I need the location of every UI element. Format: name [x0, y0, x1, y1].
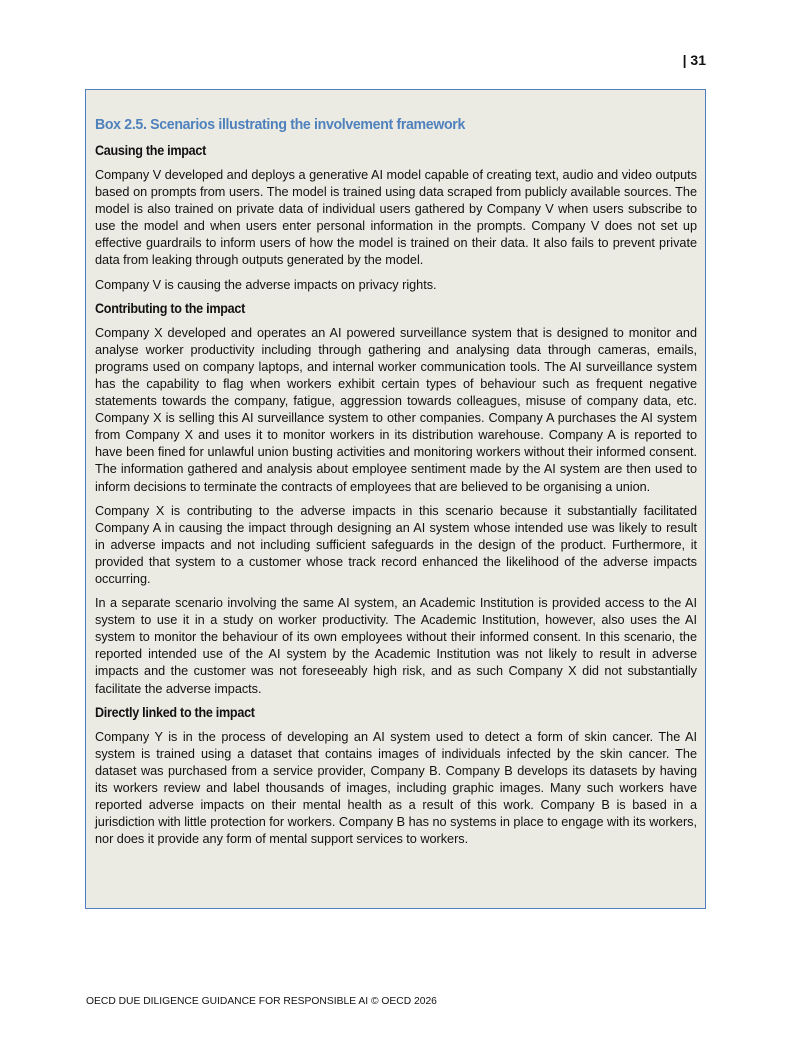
- paragraph: Company X developed and operates an AI powered surveillance system that is designed to monitor and analyse worker productivity including through gathering and analysing data through cameras, emails, programs used on company laptops, and internal worker communication tools. The AI surveillance system has the capability to flag when workers exhibit certain types of behaviour such as frequent negative statements towards the company, fatigue, aggression towards colleagues, misuse of company data, etc. Company X is selling this AI surveillance system to other companies. Company A purchases the AI system from Company X and uses it to monitor workers in its distribution warehouse. Company A is reported to have been fined for unlawful union busting activities and monitoring workers without their informed consent. The information gathered and analysis about employee sentiment made by the AI system are then used to inform decisions to terminate the contracts of employees that are believed to be organising a union.: [95, 325, 697, 494]
- paragraph: Company V is causing the adverse impacts on privacy rights.: [95, 277, 437, 292]
- section-contributing: [95, 301, 697, 698]
- paragraph: Company V developed and deploys a generative AI model capable of creating text, audio and video outputs based on prompts from users. The model is trained using data scraped from publicly available sources. The model is also trained on private data of individual users gathered by Company V when users subscribe to use the model and when users enter personal information in the prompts. Company V does not set up effective guardrails to inform users of how the model is trained on their data. It also fails to prevent private data from leaking through outputs generated by the model.: [95, 168, 697, 268]
- page-footer: OECD DUE DILIGENCE GUIDANCE FOR RESPONSIBLE AI © OECD 2026: [86, 996, 437, 1007]
- paragraph: In a separate scenario involving the same AI system, an Academic Institution is provided access to the AI system to use it in a study on worker productivity. The Academic Institution, however, also uses the AI system to monitor the behaviour of its own employees without their informed consent. In this scenario, the reported intended use of the AI system by the Academic Institution was not likely to result in adverse impacts and the customer was not foreseeably high risk, and as such Company X did not substantially facilitate the adverse impacts.: [95, 596, 697, 696]
- box-title: Box 2.5. Scenarios illustrating the involvement framework: [95, 116, 465, 133]
- section-directly-linked: [95, 705, 697, 849]
- section-causing: [95, 143, 697, 294]
- section-heading: Contributing to the impact: [95, 300, 246, 316]
- paragraph: Company Y is in the process of developing an AI system used to detect a form of skin cancer. The AI system is trained using a dataset that contains images of individuals infected by the skin cancer. The dataset was purchased from a service provider, Company B. Company B develops its datasets by having its workers review and label thousands of images, including graphic images. Many such workers have reported adverse impacts on their mental health as a result of this work. Company B is based in a jurisdiction with little protection for workers. Company B has no systems in place to engage with its workers, nor does it provide any form of mental support services to workers.: [95, 729, 697, 847]
- page-number: | 31: [682, 52, 706, 68]
- paragraph: Company X is contributing to the adverse impacts in this scenario because it substantially facilitated Company A in causing the impact through designing an AI system whose intended use was likely to result in adverse impacts and not including sufficient safeguards in the design of the product. Furthermore, it provided that system to a customer whose track record enhanced the likelihood of the adverse impacts occurring.: [95, 503, 697, 586]
- box-scenarios: [85, 89, 706, 909]
- section-heading: Directly linked to the impact: [95, 704, 255, 720]
- section-heading: Causing the impact: [95, 143, 207, 158]
